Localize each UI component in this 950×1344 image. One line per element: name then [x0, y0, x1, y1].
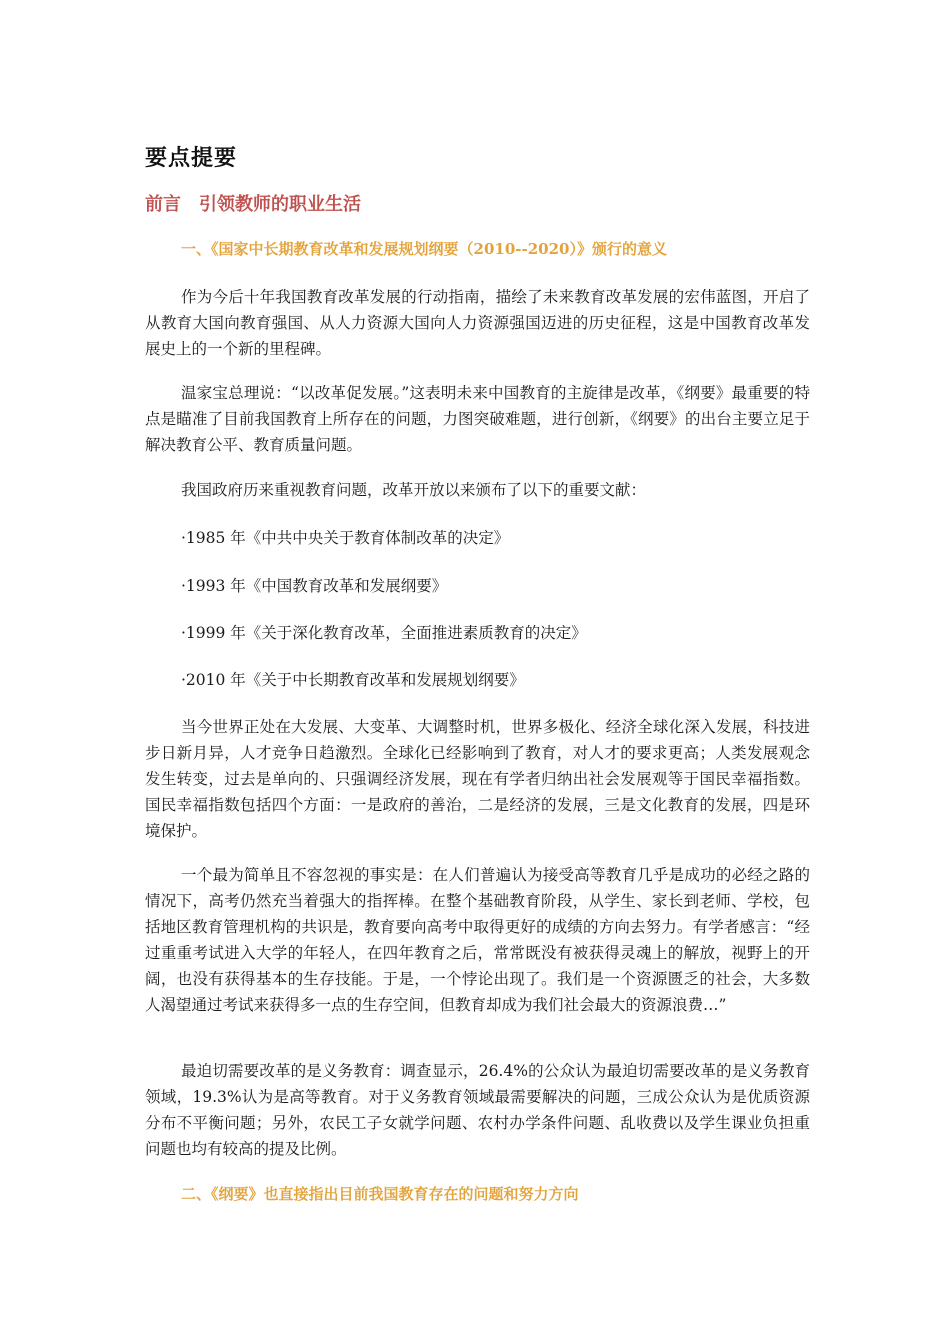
paragraph-5: 一个最为简单且不容忽视的事实是：在人们普遍认为接受高等教育几乎是成功的必经之路的情况下，高考仍然充当着强大的指挥棒。在整个基础教育阶段，从学生、家长到老师、学校，包括地区教育管理机构的共识是，教育要向高考中取得更好的成绩的方向去努力。有学者感言：“经过重重考试进入大学的年轻人，在四年教育之后，常常既没有被获得灵魂上的解放，视野上的开阔，也没有获得基本的生存技能。于是，一个悖论出现了。我们是一个资源匮乏的社会，大多数人渴望通过考试来获得多一点的生存空间，但教育却成为我们社会最大的资源浪费…” — [145, 866, 810, 1014]
paragraph-3: 我国政府历来重视教育问题，改革开放以来颁布了以下的重要文献： — [181, 481, 647, 499]
paragraph-1: 作为今后十年我国教育改革发展的行动指南，描绘了未来教育改革发展的宏伟蓝图，开启了从教育大国向教育强国、从人力资源大国向人力资源强国迈进的历史征程，这是中国教育改革发展史上的一个新的里程碑。 — [145, 288, 810, 358]
section-heading-1: 一、《国家中长期教育改革和发展规划纲要（2010--2020）》颁行的意义 — [181, 240, 667, 258]
chapter-title: 前言 引领教师的职业生活 — [145, 194, 361, 215]
paragraph-4: 当今世界正处在大发展、大变革、大调整时机，世界多极化、经济全球化深入发展，科技进步日新月异，人才竞争日趋激烈。全球化已经影响到了教育，对人才的要求更高；人类发展观念发生转变，过去是单向的、只强调经济发展，现在有学者归纳出社会发展观等于国民幸福指数。国民幸福指数包括四个方面：一是政府的善治，二是经济的发展，三是文化教育的发展，四是环境保护。 — [145, 718, 810, 840]
section-heading-2: 二、《纲要》也直接指出目前我国教育存在的问题和努力方向 — [181, 1185, 579, 1203]
paragraph-2: 温家宝总理说：“以改革促发展。”这表明未来中国教育的主旋律是改革，《纲要》最重要的特点是瞄准了目前我国教育上所存在的问题，力图突破难题，进行创新，《纲要》的出台主要立足于解决教育公平、教育质量问题。 — [145, 384, 810, 454]
document-list-item: ·1999 年《关于深化教育改革，全面推进素质教育的决定》 — [181, 624, 587, 642]
document-title: 要点提要 — [145, 145, 238, 171]
paragraph-6: 最迫切需要改革的是义务教育：调查显示，26.4%的公众认为最迫切需要改革的是义务教育领域，19.3%认为是高等教育。对于义务教育领域最需要解决的问题，三成公众认为是优质资源分布不平衡问题；另外，农民工子女就学问题、农村办学条件问题、乱收费以及学生课业负担重问题也均有较高的提及比例。 — [145, 1062, 810, 1158]
document-list-item: ·1985 年《中共中央关于教育体制改革的决定》 — [181, 529, 510, 547]
document-list-item: ·2010 年《关于中长期教育改革和发展规划纲要》 — [181, 671, 525, 689]
document-list-item: ·1993 年《中国教育改革和发展纲要》 — [181, 577, 448, 595]
